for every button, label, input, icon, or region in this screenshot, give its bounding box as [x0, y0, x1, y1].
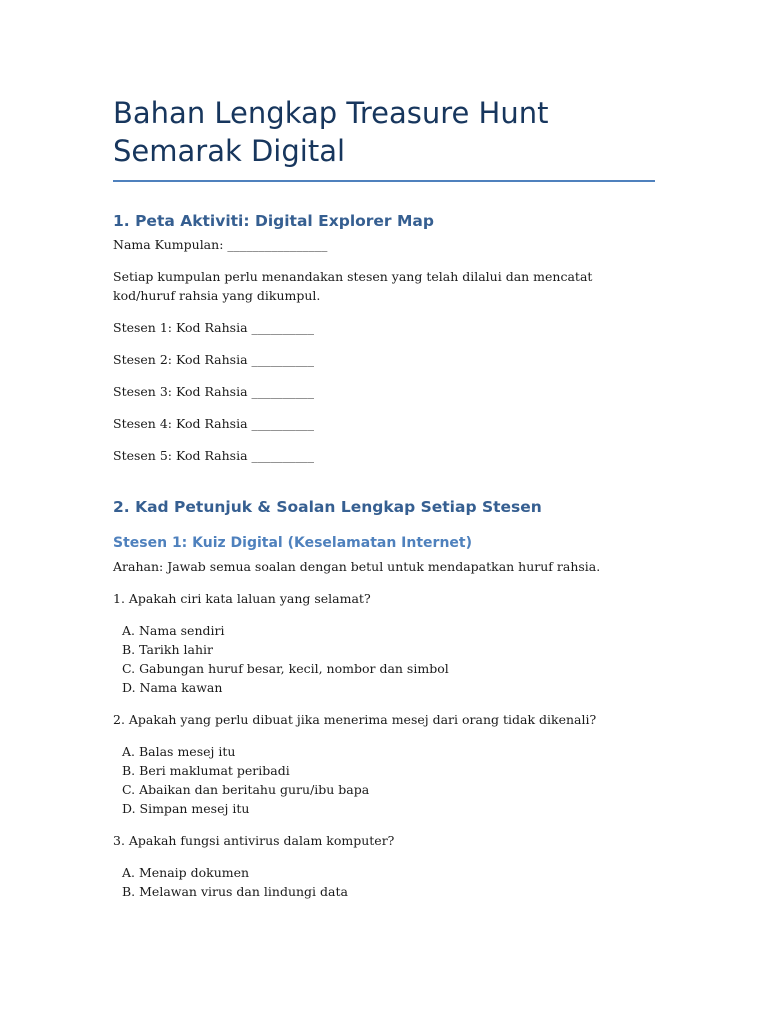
- quiz-question: 1. Apakah ciri kata laluan yang selamat?: [113, 591, 371, 606]
- station-1-instruction: Arahan: Jawab semua soalan dengan betul untuk mendapatkan huruf rahsia.: [113, 559, 601, 574]
- quiz-question: 3. Apakah fungsi antivirus dalam komputer?: [113, 833, 395, 848]
- document-page: [113, 94, 655, 901]
- answer-option: B. Melawan virus dan lindungi data: [122, 884, 348, 899]
- section-2-heading: 2. Kad Petunjuk & Soalan Lengkap Setiap Stesen: [113, 498, 542, 516]
- station-code-line: Stesen 3: Kod Rahsia __________: [113, 384, 315, 399]
- answer-option: B. Beri maklumat peribadi: [122, 763, 290, 778]
- answer-options: [113, 621, 655, 697]
- answer-option: C. Gabungan huruf besar, kecil, nombor dan simbol: [122, 661, 449, 676]
- document-title: Bahan Lengkap Treasure Hunt Semarak Digital: [113, 94, 655, 182]
- section-1-instruction: Setiap kumpulan perlu menandakan stesen yang telah dilalui dan mencatat kod/huruf rahsia yang dikumpul.: [113, 269, 593, 303]
- section-1-heading: 1. Peta Aktiviti: Digital Explorer Map: [113, 212, 434, 230]
- station-code-line: Stesen 1: Kod Rahsia __________: [113, 320, 315, 335]
- answer-option: C. Abaikan dan beritahu guru/ibu bapa: [122, 782, 370, 797]
- answer-options: [113, 742, 655, 818]
- answer-option: B. Tarikh lahir: [122, 642, 213, 657]
- station-code-line: Stesen 2: Kod Rahsia __________: [113, 352, 315, 367]
- answer-option: D. Nama kawan: [122, 680, 223, 695]
- group-name-field: Nama Kumpulan: ________________: [113, 237, 328, 252]
- station-code-line: Stesen 5: Kod Rahsia __________: [113, 448, 315, 463]
- answer-options: [113, 863, 655, 901]
- answer-option: A. Balas mesej itu: [122, 744, 236, 759]
- answer-option: A. Menaip dokumen: [122, 865, 250, 880]
- station-1-heading: Stesen 1: Kuiz Digital (Keselamatan Internet): [113, 535, 473, 551]
- quiz-question: 2. Apakah yang perlu dibuat jika menerima mesej dari orang tidak dikenali?: [113, 712, 597, 727]
- station-code-line: Stesen 4: Kod Rahsia __________: [113, 416, 315, 431]
- answer-option: A. Nama sendiri: [122, 623, 225, 638]
- answer-option: D. Simpan mesej itu: [122, 801, 250, 816]
